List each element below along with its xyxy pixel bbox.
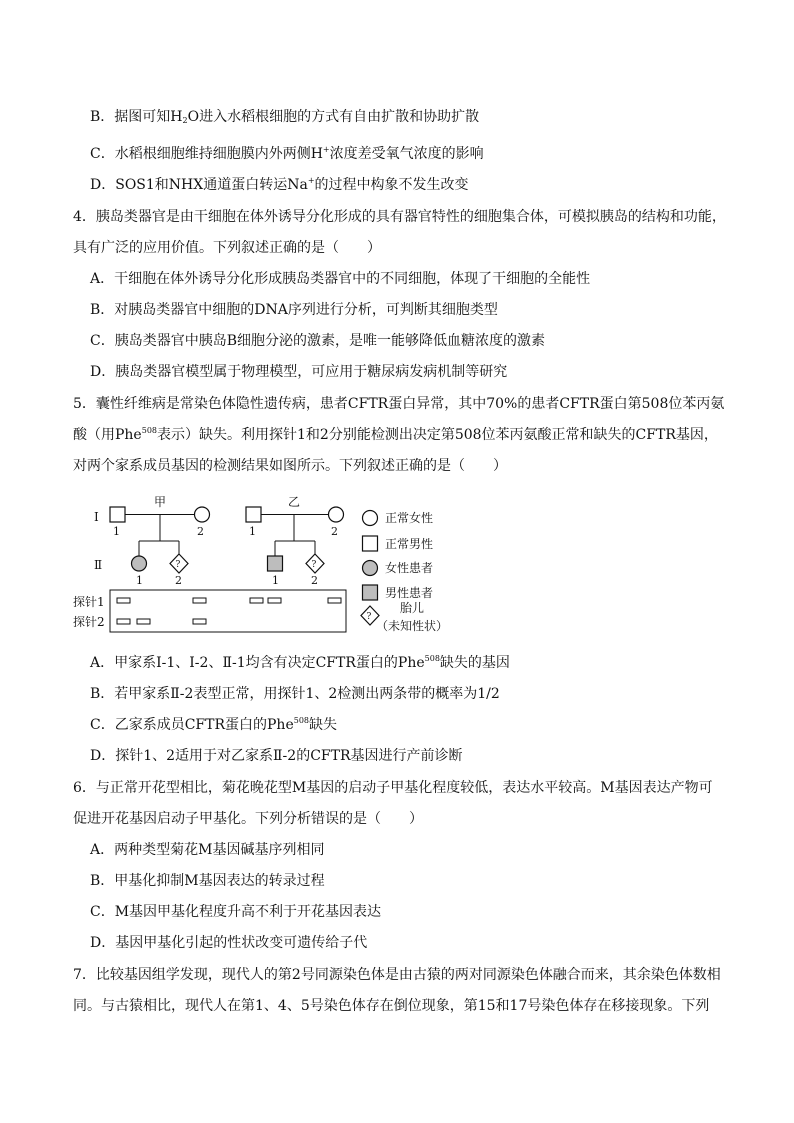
pedigree-figure <box>72 488 472 638</box>
q7-stem-line1: 7．比较基因组学发现，现代人的第2号同源染色体是由古猿的两对同源染色体融合而来，其余染色体数相 <box>73 967 721 983</box>
yi-I2-normal-female <box>329 507 344 522</box>
q5-option-b: B．若甲家系Ⅱ-2表型正常，用探针1、2检测出两条带的概率为1/2 <box>90 686 500 702</box>
q5-option-c: C．乙家系成员CFTR蛋白的Phe$^{508}$缺失 <box>90 716 338 733</box>
legend-normal-female: 正常女性 <box>385 511 434 525</box>
legend-normal-male-symbol <box>363 536 378 551</box>
jia-II1-female-patient <box>132 556 147 571</box>
yi-II1-number: 1 <box>272 574 279 587</box>
yi-I1-normal-male <box>246 507 261 522</box>
q3-option-b: B．据图可知$H_2O$进入水稻根细胞的方式有自由扩散和协助扩散 <box>90 109 480 125</box>
yi-II1-male-patient <box>268 556 283 571</box>
legend-normal-male: 正常男性 <box>385 537 434 551</box>
q6-option-a: A．两种类型菊花M基因碱基序列相同 <box>90 842 325 858</box>
band-probe1-yi-II1 <box>328 598 341 603</box>
band-probe1-yi-I2 <box>268 598 281 603</box>
yi-I1-number: 1 <box>249 525 256 538</box>
legend-male-patient: 男性患者 <box>385 586 434 600</box>
q7-stem-line2: 同。与古猿相比，现代人在第1、4、5号染色体存在倒位现象，第15和17号染色体存在移接现象。下列 <box>73 998 710 1014</box>
q6-stem-line1: 6．与正常开花型相比，菊花晚花型M基因的启动子甲基化程度较低，表达水平较高。M基因表达产物可 <box>73 780 713 796</box>
legend-fetus: 胎儿 <box>400 601 425 615</box>
q5-option-d: D．探针1、2适用于对乙家系Ⅱ-2的CFTR基因进行产前诊断 <box>90 748 463 764</box>
q4-option-a: A．干细胞在体外诱导分化形成胰岛类器官中的不同细胞，体现了干细胞的全能性 <box>90 271 591 287</box>
legend-male-patient-symbol <box>363 585 378 600</box>
legend-female-patient: 女性患者 <box>385 561 434 575</box>
generation-1-label: Ⅰ <box>94 510 99 524</box>
yi-II2-number: 2 <box>311 574 318 587</box>
yi-I2-number: 2 <box>331 525 338 538</box>
q4-stem-line1: 4．胰岛类器官是由干细胞在体外诱导分化形成的具有器官特性的细胞集合体，可模拟胰岛的结构和功能， <box>73 209 726 225</box>
jia-I1-normal-male <box>110 507 125 522</box>
q4-option-d: D．胰岛类器官模型属于物理模型，可应用于糖尿病发病机制等研究 <box>90 364 508 380</box>
q6-option-d: D．基因甲基化引起的性状改变可遗传给子代 <box>90 935 368 951</box>
legend-normal-female-symbol <box>363 511 378 526</box>
band-probe2-jia-I2 <box>137 619 150 624</box>
q3-option-c: C．水稻根细胞维持细胞膜内外两侧H+浓度差受氧气浓度的影响 <box>90 145 484 162</box>
legend-fetus-question-mark: ? <box>366 612 372 622</box>
band-probe1-yi-I1 <box>250 598 263 603</box>
band-probe2-jia-I1 <box>117 619 130 624</box>
pedigree-svg <box>72 488 472 638</box>
jia-I1-number: 1 <box>113 525 120 538</box>
q6-option-b: B．甲基化抑制M基因表达的转录过程 <box>90 873 325 889</box>
band-probe2-jia-II1 <box>193 619 206 624</box>
probe-result-box <box>110 590 346 632</box>
yi-fetus-question-mark: ? <box>311 560 317 570</box>
jia-I2-number: 2 <box>197 525 204 538</box>
band-probe1-jia-I2 <box>193 598 206 603</box>
probe-2-label: 探针2 <box>73 615 105 629</box>
family-yi-label: 乙 <box>288 495 301 509</box>
jia-II1-number: 1 <box>136 574 143 587</box>
q5-option-a: A．甲家系Ⅰ-1、Ⅰ-2、Ⅱ-1均含有决定CFTR蛋白的Phe$^{508}$缺失的基因 <box>90 654 510 671</box>
legend-fetus-note: （未知性状） <box>376 619 449 633</box>
family-jia-label: 甲 <box>154 495 167 509</box>
q4-stem-line2: 具有广泛的应用价值。下列叙述正确的是（ ） <box>73 240 381 256</box>
jia-II2-number: 2 <box>175 574 182 587</box>
jia-fetus-question-mark: ? <box>175 560 181 570</box>
generation-2-label: Ⅱ <box>94 558 103 572</box>
q3-option-d: D．SOS1和NHX通道蛋白转运Na+的过程中构象不发生改变 <box>90 176 469 193</box>
jia-I2-normal-female <box>195 507 210 522</box>
q5-stem-line3: 对两个家系成员基因的检测结果如图所示。下列叙述正确的是（ ） <box>73 458 507 474</box>
q4-option-c: C．胰岛类器官中胰岛B细胞分泌的激素，是唯一能够降低血糖浓度的激素 <box>90 333 545 349</box>
q6-option-c: C．M基因甲基化程度升高不利于开花基因表达 <box>90 904 382 920</box>
legend-female-patient-symbol <box>363 561 378 576</box>
q5-stem-line1: 5．囊性纤维病是常染色体隐性遗传病，患者CFTR蛋白异常，其中70%的患者CFTR蛋白第508位苯丙氨 <box>73 396 725 412</box>
q4-option-b: B．对胰岛类器官中细胞的DNA序列进行分析，可判断其细胞类型 <box>90 302 498 318</box>
q6-stem-line2: 促进开花基因启动子甲基化。下列分析错误的是（ ） <box>73 811 423 827</box>
band-probe1-jia-I1 <box>117 598 130 603</box>
q5-stem-line2: 酸（用Phe$^{508}$表示）缺失。利用探针1和2分别能检测出决定第508位苯丙氨酸正常和缺失的CFTR基因， <box>73 426 718 443</box>
probe-1-label: 探针1 <box>73 595 105 609</box>
